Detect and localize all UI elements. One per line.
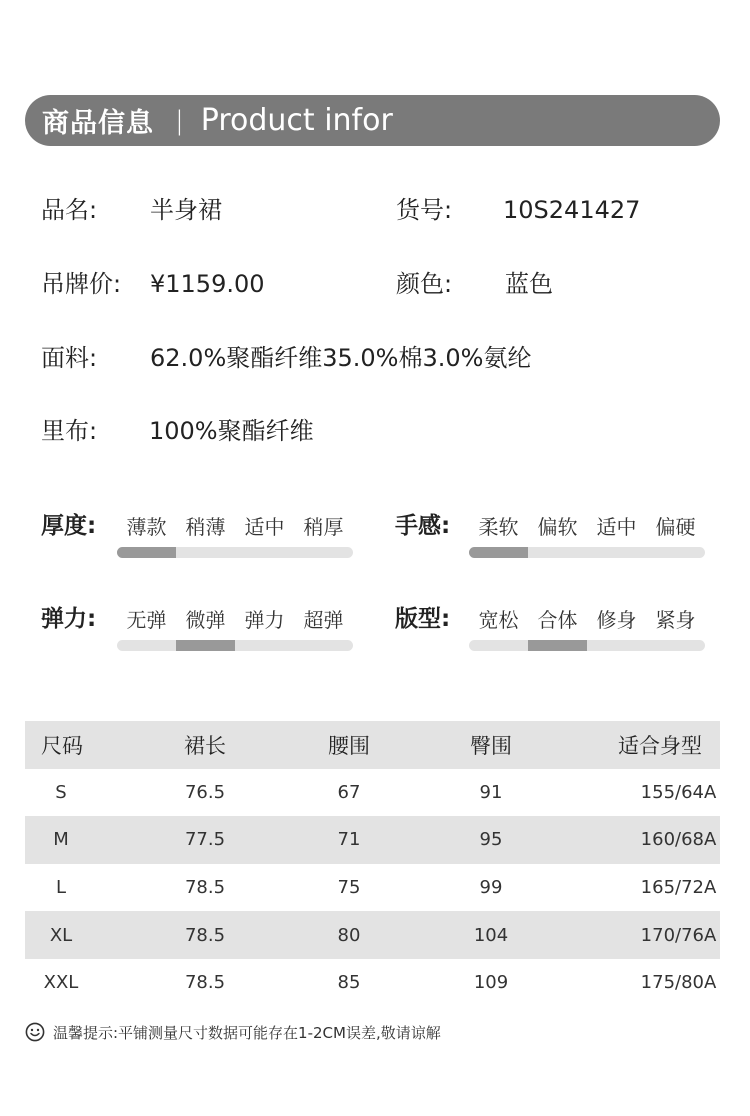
color-label: 颜色:	[396, 270, 453, 298]
table-cell: M	[53, 829, 69, 851]
header-title-cn: 商品信息	[42, 108, 154, 139]
table-row	[25, 769, 720, 817]
fit-option: 紧身	[655, 608, 696, 632]
price-label: 吊牌价:	[41, 270, 122, 298]
fit-scale-fill	[528, 640, 587, 651]
sku-label: 货号:	[396, 196, 453, 224]
feel-option: 柔软	[478, 515, 519, 539]
thickness-title: 厚度:	[41, 513, 97, 539]
table-cell: 104	[473, 924, 509, 946]
elasticity-options	[117, 606, 353, 634]
table-cell: 75	[337, 877, 361, 899]
feel-option: 偏硬	[655, 515, 696, 539]
thickness-scale-fill	[117, 547, 176, 558]
lining-value: 100%聚酯纤维	[149, 417, 314, 445]
header-cell-body-type: 适合身型	[618, 733, 702, 758]
thickness-option: 适中	[244, 515, 285, 539]
table-cell: 165/72A	[640, 877, 717, 899]
size-table-header	[25, 721, 720, 769]
thickness-option: 稍薄	[185, 515, 226, 539]
table-cell: 109	[473, 972, 509, 994]
price-value: ¥1159.00	[150, 270, 265, 298]
table-cell: XXL	[43, 972, 79, 994]
table-cell: 67	[337, 781, 361, 803]
thickness-options	[117, 513, 353, 541]
header-cell-size: 尺码	[41, 733, 83, 758]
thickness-scale	[117, 547, 353, 558]
fit-option: 宽松	[478, 608, 519, 632]
name-label: 品名:	[41, 196, 98, 224]
fit-option: 合体	[537, 608, 578, 632]
table-cell: 95	[479, 829, 503, 851]
table-cell: S	[55, 781, 67, 803]
elasticity-option: 弹力	[244, 608, 285, 632]
table-row	[25, 911, 720, 959]
table-row	[25, 864, 720, 912]
table-cell: 160/68A	[640, 829, 717, 851]
feel-scale-fill	[469, 547, 528, 558]
table-cell: 80	[337, 924, 361, 946]
color-value: 蓝色	[505, 270, 553, 298]
fabric-label: 面料:	[41, 344, 98, 372]
feel-title: 手感:	[395, 513, 451, 539]
table-cell: 78.5	[184, 972, 226, 994]
table-cell: 76.5	[184, 781, 226, 803]
table-cell: 155/64A	[640, 781, 717, 803]
sku-value: 10S241427	[503, 196, 641, 224]
table-cell: L	[55, 877, 67, 899]
header-cell-skirt-length: 裙长	[184, 733, 226, 758]
table-row	[25, 816, 720, 864]
fit-option: 修身	[596, 608, 637, 632]
feel-scale	[469, 547, 705, 558]
lining-label: 里布:	[41, 417, 98, 445]
feel-options	[469, 513, 705, 541]
elasticity-option: 超弹	[303, 608, 344, 632]
fit-title: 版型:	[395, 606, 451, 632]
table-cell: 77.5	[184, 829, 226, 851]
section-header	[25, 95, 720, 146]
smiley-icon	[25, 1022, 45, 1042]
table-cell: 91	[479, 781, 503, 803]
feel-option: 偏软	[537, 515, 578, 539]
tip-text: 温馨提示:平铺测量尺寸数据可能存在1-2CM误差,敬请谅解	[53, 1023, 441, 1042]
measurement-tip	[25, 1020, 441, 1044]
header-separator: |	[175, 105, 184, 136]
header-cell-waist: 腰围	[328, 733, 370, 758]
elasticity-scale-fill	[176, 640, 235, 651]
name-value: 半身裙	[150, 196, 222, 224]
table-cell: 170/76A	[640, 924, 717, 946]
fit-options	[469, 606, 705, 634]
table-cell: 71	[337, 829, 361, 851]
table-cell: 85	[337, 972, 361, 994]
table-cell: 99	[479, 877, 503, 899]
fit-scale	[469, 640, 705, 651]
thickness-option: 薄款	[126, 515, 167, 539]
elasticity-option: 微弹	[185, 608, 226, 632]
elasticity-scale	[117, 640, 353, 651]
table-cell: 78.5	[184, 924, 226, 946]
feel-option: 适中	[596, 515, 637, 539]
fabric-value: 62.0%聚酯纤维35.0%棉3.0%氨纶	[150, 344, 532, 372]
table-cell: 175/80A	[640, 972, 717, 994]
thickness-option: 稍厚	[303, 515, 344, 539]
header-cell-hip: 臀围	[470, 733, 512, 758]
elasticity-option: 无弹	[126, 608, 167, 632]
size-table	[25, 721, 720, 1007]
table-cell: 78.5	[184, 877, 226, 899]
header-title-en: Product infor	[200, 103, 393, 138]
table-row	[25, 959, 720, 1007]
elasticity-title: 弹力:	[41, 606, 97, 632]
table-cell: XL	[49, 924, 73, 946]
